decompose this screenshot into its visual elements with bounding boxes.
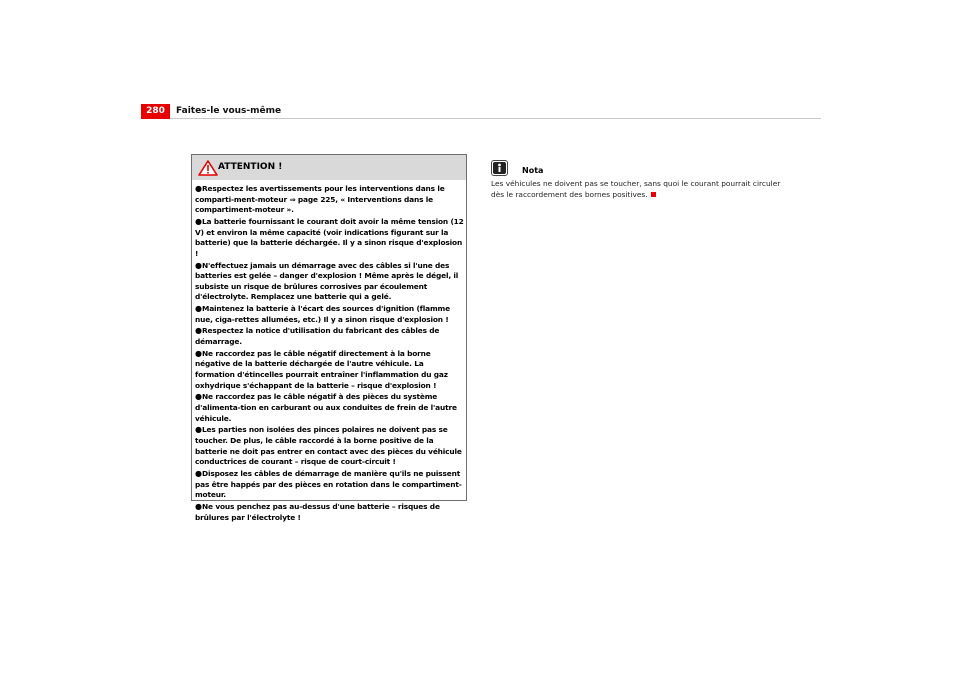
warning-item: ●Ne raccordez pas le câble négatif directement à la borne négative de la batterie déchargée de l'autre véhicule. La formation d'étincelles pourrait entraîner l'inflammation du gaz oxhydrique s'échappant de la batterie – risque d'explosion ! [195, 348, 448, 390]
bullet-icon: ● [195, 326, 202, 336]
warning-item: ●Ne raccordez pas le câble négatif à des pièces du système d'alimenta-tion en carburant ou aux conduites de frein de l'autre véhicule. [195, 392, 457, 423]
bullet-icon: ● [195, 184, 202, 193]
bullet-icon: ● [195, 392, 202, 402]
header-divider [170, 118, 821, 119]
warning-list [195, 184, 465, 524]
page-header [141, 100, 821, 120]
bullet-icon: ● [195, 216, 202, 226]
bullet-icon: ● [195, 468, 202, 478]
info-icon [491, 160, 508, 176]
warning-item: ●Ne vous penchez pas au-dessus d'une batterie – risques de brûlures par l'électrolyte ! [195, 501, 440, 522]
warning-title: ATTENTION ! [218, 162, 283, 172]
bullet-icon: ● [195, 304, 202, 314]
warning-item: ●La batterie fournissant le courant doit avoir la même tension (12 V) et environ la même capacité (voir indications figurant sur la batterie) que la batterie déchargée. Il y a sinon risque d'explosion ! [195, 216, 464, 258]
bullet-icon: ● [195, 425, 202, 435]
warning-item: ●Respectez la notice d'utilisation du fabricant des câbles de démarrage. [195, 326, 440, 347]
warning-triangle-icon [198, 160, 218, 176]
bullet-icon: ● [195, 348, 202, 358]
warning-item: ●Maintenez la batterie à l'écart des sources d'ignition (flamme nue, ciga-rettes allumées, etc.) Il y a sinon risque d'explosion ! [195, 304, 450, 324]
warning-item: ●Disposez les câbles de démarrage de manière qu'ils ne puissent pas être happés par des pièces en rotation dans le compartiment-moteur. [195, 468, 462, 500]
warning-item: ●Respectez les avertissements pour les interventions dans le comparti-ment-moteur ⇒ page 225, « Interventions dans le compartiment-moteur ». [195, 184, 445, 215]
section-title: Faites-le vous-même [176, 106, 282, 116]
page-number: 280 [141, 104, 170, 119]
warning-item: ●Les parties non isolées des pinces polaires ne doivent pas se toucher. De plus, le câble raccordé à la borne positive de la batterie ne doit pas entrer en contact avec des pièces du véhicule conductrices de courant – risque de court-circuit ! [195, 425, 462, 467]
bullet-icon: ● [195, 501, 202, 511]
end-of-section-icon [651, 192, 656, 197]
warning-box [191, 154, 467, 522]
note-text: Les véhicules ne doivent pas se toucher, sans quoi le courant pourrait circuler dès le raccordement des bornes positives. [491, 179, 781, 199]
warning-header [192, 155, 466, 180]
bullet-icon: ● [195, 260, 202, 270]
note-title: Nota [522, 166, 544, 175]
warning-item: ●N'effectuez jamais un démarrage avec des câbles si l'une des batteries est gelée – danger d'explosion ! Même après le dégel, il subsiste un risque de brûlures corrosives par écoulement d'électrolyte. Remplacez une batterie qui a gelé. [195, 260, 459, 302]
